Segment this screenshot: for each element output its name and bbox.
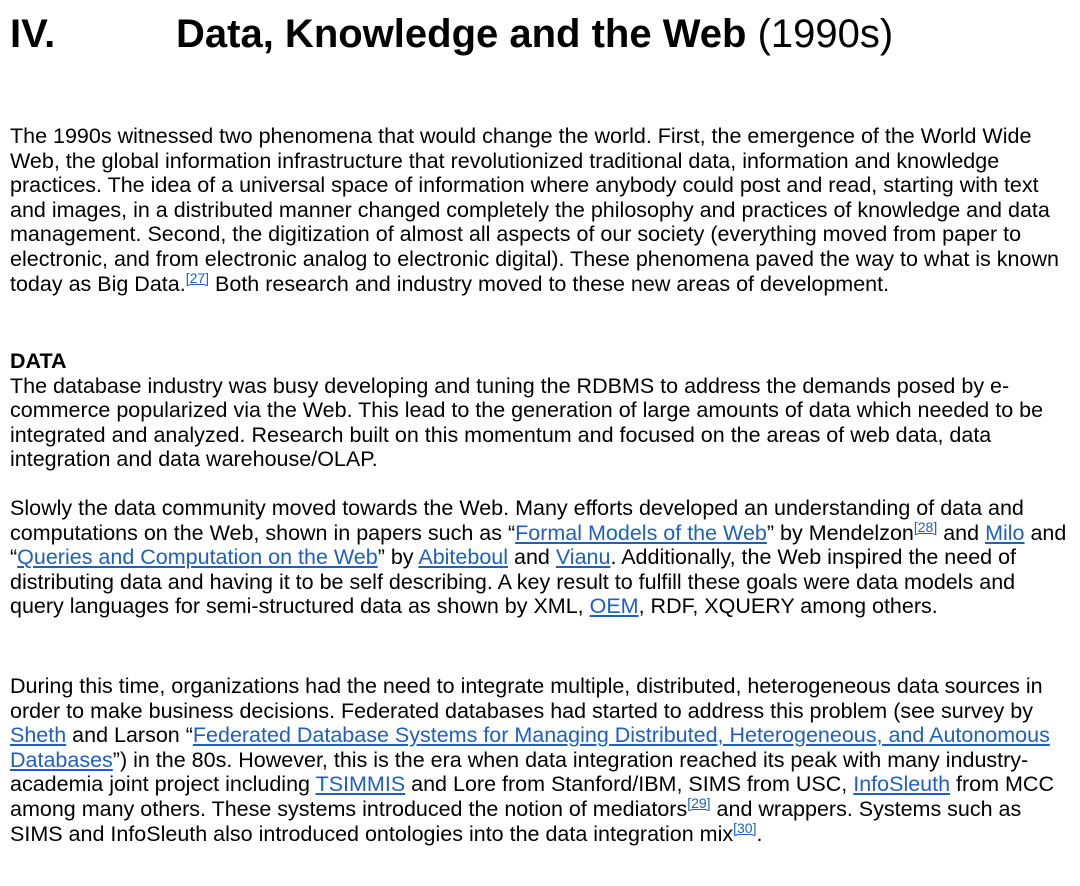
link-federated-database-systems[interactable]: Federated Database Systems for Managing Distributed, Heterogeneous, and Autonomous Databases xyxy=(10,723,1050,772)
link-milo[interactable]: Milo xyxy=(985,520,1025,545)
section-heading xyxy=(10,8,893,60)
text-span: ” by xyxy=(377,545,419,570)
footnote-link-29[interactable]: [29] xyxy=(687,794,711,811)
text-span: During this time, organizations had the need to integrate multiple, distributed, heterogeneous data sources in order to make business decisions. Federated databases had started to address this problem (see survey by xyxy=(10,674,1043,723)
link-tsimmis[interactable]: TSIMMIS xyxy=(315,772,406,797)
link-formal-models-of-the-web[interactable]: Formal Models of the Web xyxy=(515,520,767,545)
text-span: ” by Mendelzon xyxy=(766,520,914,545)
data-paragraph-2 xyxy=(10,496,1072,619)
text-span: Slowly the data community moved towards the Web. Many efforts developed an understanding of data and computations on the Web, shown in papers such as “ xyxy=(10,496,1024,545)
data-section-label: DATA xyxy=(10,349,67,373)
link-infosleuth[interactable]: InfoSleuth xyxy=(853,772,951,797)
section-years: (1990s) xyxy=(757,12,894,56)
data-paragraph-3 xyxy=(10,674,1072,846)
data-paragraph-1: The database industry was busy developing and tuning the RDBMS to address the demands posed by e-commerce popularized via the Web. This lead to the generation of large amounts of data which needed to be integrated and analyzed. Research built on this momentum and focused on the areas of web data, data integration and data warehouse/OLAP. xyxy=(10,373,1044,472)
footnote-link-27[interactable]: [27] xyxy=(185,269,210,286)
link-sheth[interactable]: Sheth xyxy=(10,723,67,748)
link-oem[interactable]: OEM xyxy=(589,594,639,619)
text-span: and xyxy=(508,545,556,570)
text-span: and xyxy=(937,520,986,545)
text-span: and Lore from Stanford/IBM, SIMS from USC, xyxy=(405,772,854,797)
text-span: ”) in the 80s. However, this is the era when data integration reached its peak with many industry-academia joint project including xyxy=(10,747,1029,797)
section-number: IV. xyxy=(10,12,56,56)
footnote-link-30[interactable]: [30] xyxy=(733,819,757,836)
footnote-ref xyxy=(687,795,710,811)
footnote-ref xyxy=(186,270,209,286)
text-span: . xyxy=(756,821,763,846)
text-span: , RDF, XQUERY among others. xyxy=(638,594,938,619)
link-abiteboul[interactable]: Abiteboul xyxy=(418,545,509,570)
intro-paragraph xyxy=(10,124,1072,296)
text-span: from MCC among many others. These systems introduced the notion of mediators xyxy=(10,772,1054,821)
intro-text-end: Both research and industry moved to these new areas of development. xyxy=(209,271,890,296)
intro-text: The 1990s witnessed two phenomena that would change the world. First, the emergence of the World Wide Web, the global information infrastructure that revolutionized traditional data, information and knowledge practices. The idea of a universal space of information where anybody could post and read, starting with text and images, in a distributed manner changed completely the philosophy and practices of knowledge and data management. Second, the digitization of almost all aspects of our society (everything moved from paper to electronic, and from electronic analog to electronic digital). These phenomena paved the way to what is known today as Big Data. xyxy=(10,124,1059,296)
text-span: and Larson “ xyxy=(66,723,193,748)
link-vianu[interactable]: Vianu xyxy=(555,545,611,570)
footnote-link-28[interactable]: [28] xyxy=(913,518,938,535)
text-span: and “ xyxy=(10,520,1067,570)
data-section xyxy=(10,349,1072,472)
link-queries-and-computation[interactable]: Queries and Computation on the Web xyxy=(17,545,378,570)
footnote-ref xyxy=(914,519,937,535)
text-span: and wrappers. Systems such as SIMS and InfoSleuth also introduced ontologies into the data integration mix xyxy=(10,796,1022,846)
text-span: . Additionally, the Web inspired the need of distributing data and having it to be self describing. A key result to fulfill these goals were data models and query languages for semi-structured data as shown by XML, xyxy=(10,545,1017,619)
section-title: Data, Knowledge and the Web xyxy=(176,12,747,56)
footnote-ref xyxy=(733,820,756,836)
